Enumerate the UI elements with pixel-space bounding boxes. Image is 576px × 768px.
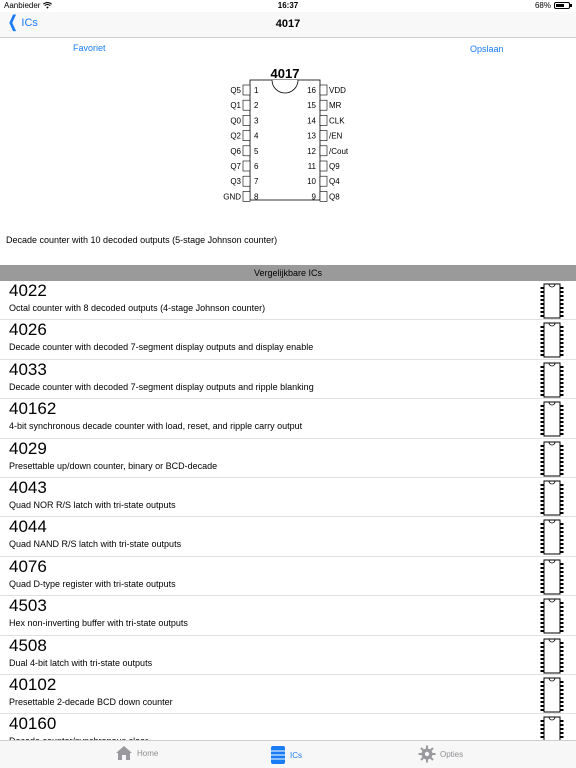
left-pin-number: 1 — [254, 86, 259, 95]
chip-thumbnail-icon — [540, 480, 564, 516]
right-pin-label: Q8 — [329, 192, 340, 202]
home-icon — [115, 745, 133, 761]
list-item[interactable] — [0, 636, 576, 675]
right-pin-label: CLK — [329, 116, 345, 126]
tab-opties[interactable] — [418, 745, 463, 763]
left-pin-number: 8 — [254, 192, 259, 202]
ic-code: 4029 — [9, 438, 47, 458]
chip-thumbnail-icon — [540, 638, 564, 674]
back-button-label: ICs — [21, 17, 38, 29]
left-pin-3 — [243, 115, 250, 125]
similar-ics-list[interactable] — [0, 281, 576, 740]
list-item[interactable] — [0, 596, 576, 635]
ic-detail-panel — [0, 38, 576, 266]
ic-summary: Quad D-type register with tri-state outputs — [9, 578, 176, 589]
left-pin-label: Q7 — [230, 162, 241, 171]
left-pin-number: 7 — [254, 177, 259, 187]
list-item[interactable] — [0, 439, 576, 478]
left-pin-1 — [243, 85, 250, 95]
chip-thumbnail-icon — [540, 598, 564, 634]
status-time: 16:37 — [277, 1, 299, 10]
chip-pinout-diagram — [214, 66, 364, 206]
ic-summary: Presettable 2-decade BCD down counter — [9, 696, 173, 707]
ic-code: 40102 — [9, 674, 57, 694]
tab-home[interactable] — [115, 745, 158, 761]
right-pin-10 — [320, 176, 327, 186]
right-pin-12 — [320, 146, 327, 156]
ic-code: 4022 — [9, 281, 47, 300]
ic-summary: 4-bit synchronous decade counter with load, reset, and ripple carry output — [9, 421, 303, 432]
tab-ics[interactable] — [270, 745, 302, 765]
chip-thumbnail-icon — [540, 519, 564, 555]
right-pin-number: 10 — [307, 177, 316, 187]
right-pin-number: 15 — [307, 101, 316, 111]
ic-summary: Hex non-inverting buffer with tri-state outputs — [9, 618, 188, 629]
right-pin-number: 14 — [307, 116, 316, 126]
list-item[interactable] — [0, 320, 576, 359]
navigation-bar — [0, 12, 576, 38]
left-pin-4 — [243, 131, 250, 141]
left-pin-number: 2 — [254, 101, 259, 111]
right-pin-label: MR — [329, 101, 342, 111]
tab-ics-label: ICs — [290, 750, 302, 760]
list-item[interactable] — [0, 360, 576, 399]
right-pin-number: 11 — [307, 162, 316, 171]
similar-ics-header: Vergelijkbare ICs — [0, 265, 576, 281]
chip-thumbnail-icon — [540, 559, 564, 595]
tab-home-label: Home — [137, 748, 159, 758]
list-item[interactable] — [0, 557, 576, 596]
tab-bar — [0, 740, 576, 768]
list-item[interactable] — [0, 517, 576, 556]
left-pin-6 — [243, 161, 250, 171]
right-pin-label: Q9 — [329, 162, 340, 171]
list-item[interactable] — [0, 478, 576, 517]
right-pin-label: /EN — [329, 131, 343, 141]
right-pin-14 — [320, 115, 327, 125]
left-pin-label: Q5 — [230, 86, 241, 95]
right-pin-13 — [320, 131, 327, 141]
chip-thumbnail-icon — [540, 441, 564, 477]
ic-code: 4076 — [9, 556, 47, 576]
ic-code: 4033 — [9, 359, 47, 379]
left-pin-label: Q0 — [230, 116, 241, 126]
ic-code: 4026 — [9, 320, 47, 340]
right-pin-15 — [320, 100, 327, 110]
left-pin-label: Q2 — [230, 131, 241, 141]
ic-code: 4508 — [9, 635, 47, 655]
right-pin-16 — [320, 85, 327, 95]
right-pin-number: 9 — [311, 192, 316, 202]
chip-thumbnail-icon — [540, 283, 564, 319]
chip-thumbnail-icon — [540, 401, 564, 437]
ic-code: 40162 — [9, 399, 57, 419]
left-pin-label: GND — [223, 192, 241, 202]
ic-code: 4044 — [9, 517, 47, 537]
battery-icon — [554, 2, 570, 9]
left-pin-7 — [243, 176, 250, 186]
right-pin-number: 13 — [307, 131, 316, 141]
right-pin-label: VDD — [329, 86, 346, 95]
left-pin-number: 5 — [254, 146, 259, 156]
page-title: 4017 — [275, 18, 301, 30]
ic-summary: Decade counter with decoded 7-segment display outputs and display enable — [9, 342, 314, 353]
ic-description: Decade counter with 10 decoded outputs (5-stage Johnson counter) — [6, 235, 278, 245]
status-bar — [0, 0, 576, 12]
left-pin-2 — [243, 100, 250, 110]
left-pin-label: Q3 — [230, 177, 241, 187]
list-item[interactable] — [0, 675, 576, 714]
save-button[interactable]: Opslaan — [470, 44, 504, 54]
right-pin-11 — [320, 161, 327, 171]
chip-stack-icon — [270, 745, 286, 765]
right-pin-label: Q4 — [329, 177, 340, 187]
ic-summary: Quad NAND R/S latch with tri-state outputs — [9, 539, 182, 550]
list-item[interactable] — [0, 399, 576, 438]
tab-opties-label: Opties — [440, 749, 464, 759]
gear-icon — [418, 745, 436, 763]
left-pin-number: 6 — [254, 162, 259, 171]
ic-code: 4503 — [9, 596, 47, 616]
ic-code: 4043 — [9, 477, 47, 497]
ic-summary: Octal counter with 8 decoded outputs (4-stage Johnson counter) — [9, 303, 266, 313]
ic-summary: Dual 4-bit latch with tri-state outputs — [9, 657, 153, 668]
right-pin-9 — [320, 191, 327, 201]
left-pin-label: Q6 — [230, 146, 241, 156]
chip-name: 4017 — [270, 66, 300, 81]
carrier-label: Aanbieder — [4, 1, 41, 10]
left-pin-8 — [243, 191, 250, 201]
right-pin-label: /Cout — [329, 146, 349, 156]
chip-thumbnail-icon — [540, 322, 564, 358]
list-item[interactable] — [0, 281, 576, 320]
left-pin-number: 3 — [254, 116, 259, 126]
favorite-button[interactable]: Favoriet — [73, 43, 106, 53]
ic-summary: Presettable up/down counter, binary or BCD-decade — [9, 460, 218, 471]
ic-code: 40160 — [9, 714, 57, 734]
ic-summary: Decade counter with decoded 7-segment display outputs and ripple blanking — [9, 381, 314, 392]
chip-thumbnail-icon — [540, 677, 564, 713]
battery-percent: 68% — [534, 1, 551, 10]
left-pin-number: 4 — [254, 131, 259, 141]
ic-summary: Quad NOR R/S latch with tri-state outputs — [9, 499, 176, 510]
left-pin-label: Q1 — [230, 101, 241, 111]
chevron-left-icon: ❮ — [8, 14, 18, 31]
chip-thumbnail-icon — [540, 362, 564, 398]
right-pin-number: 12 — [307, 146, 316, 156]
right-pin-number: 16 — [307, 86, 316, 95]
left-pin-5 — [243, 146, 250, 156]
status-right — [535, 1, 570, 10]
